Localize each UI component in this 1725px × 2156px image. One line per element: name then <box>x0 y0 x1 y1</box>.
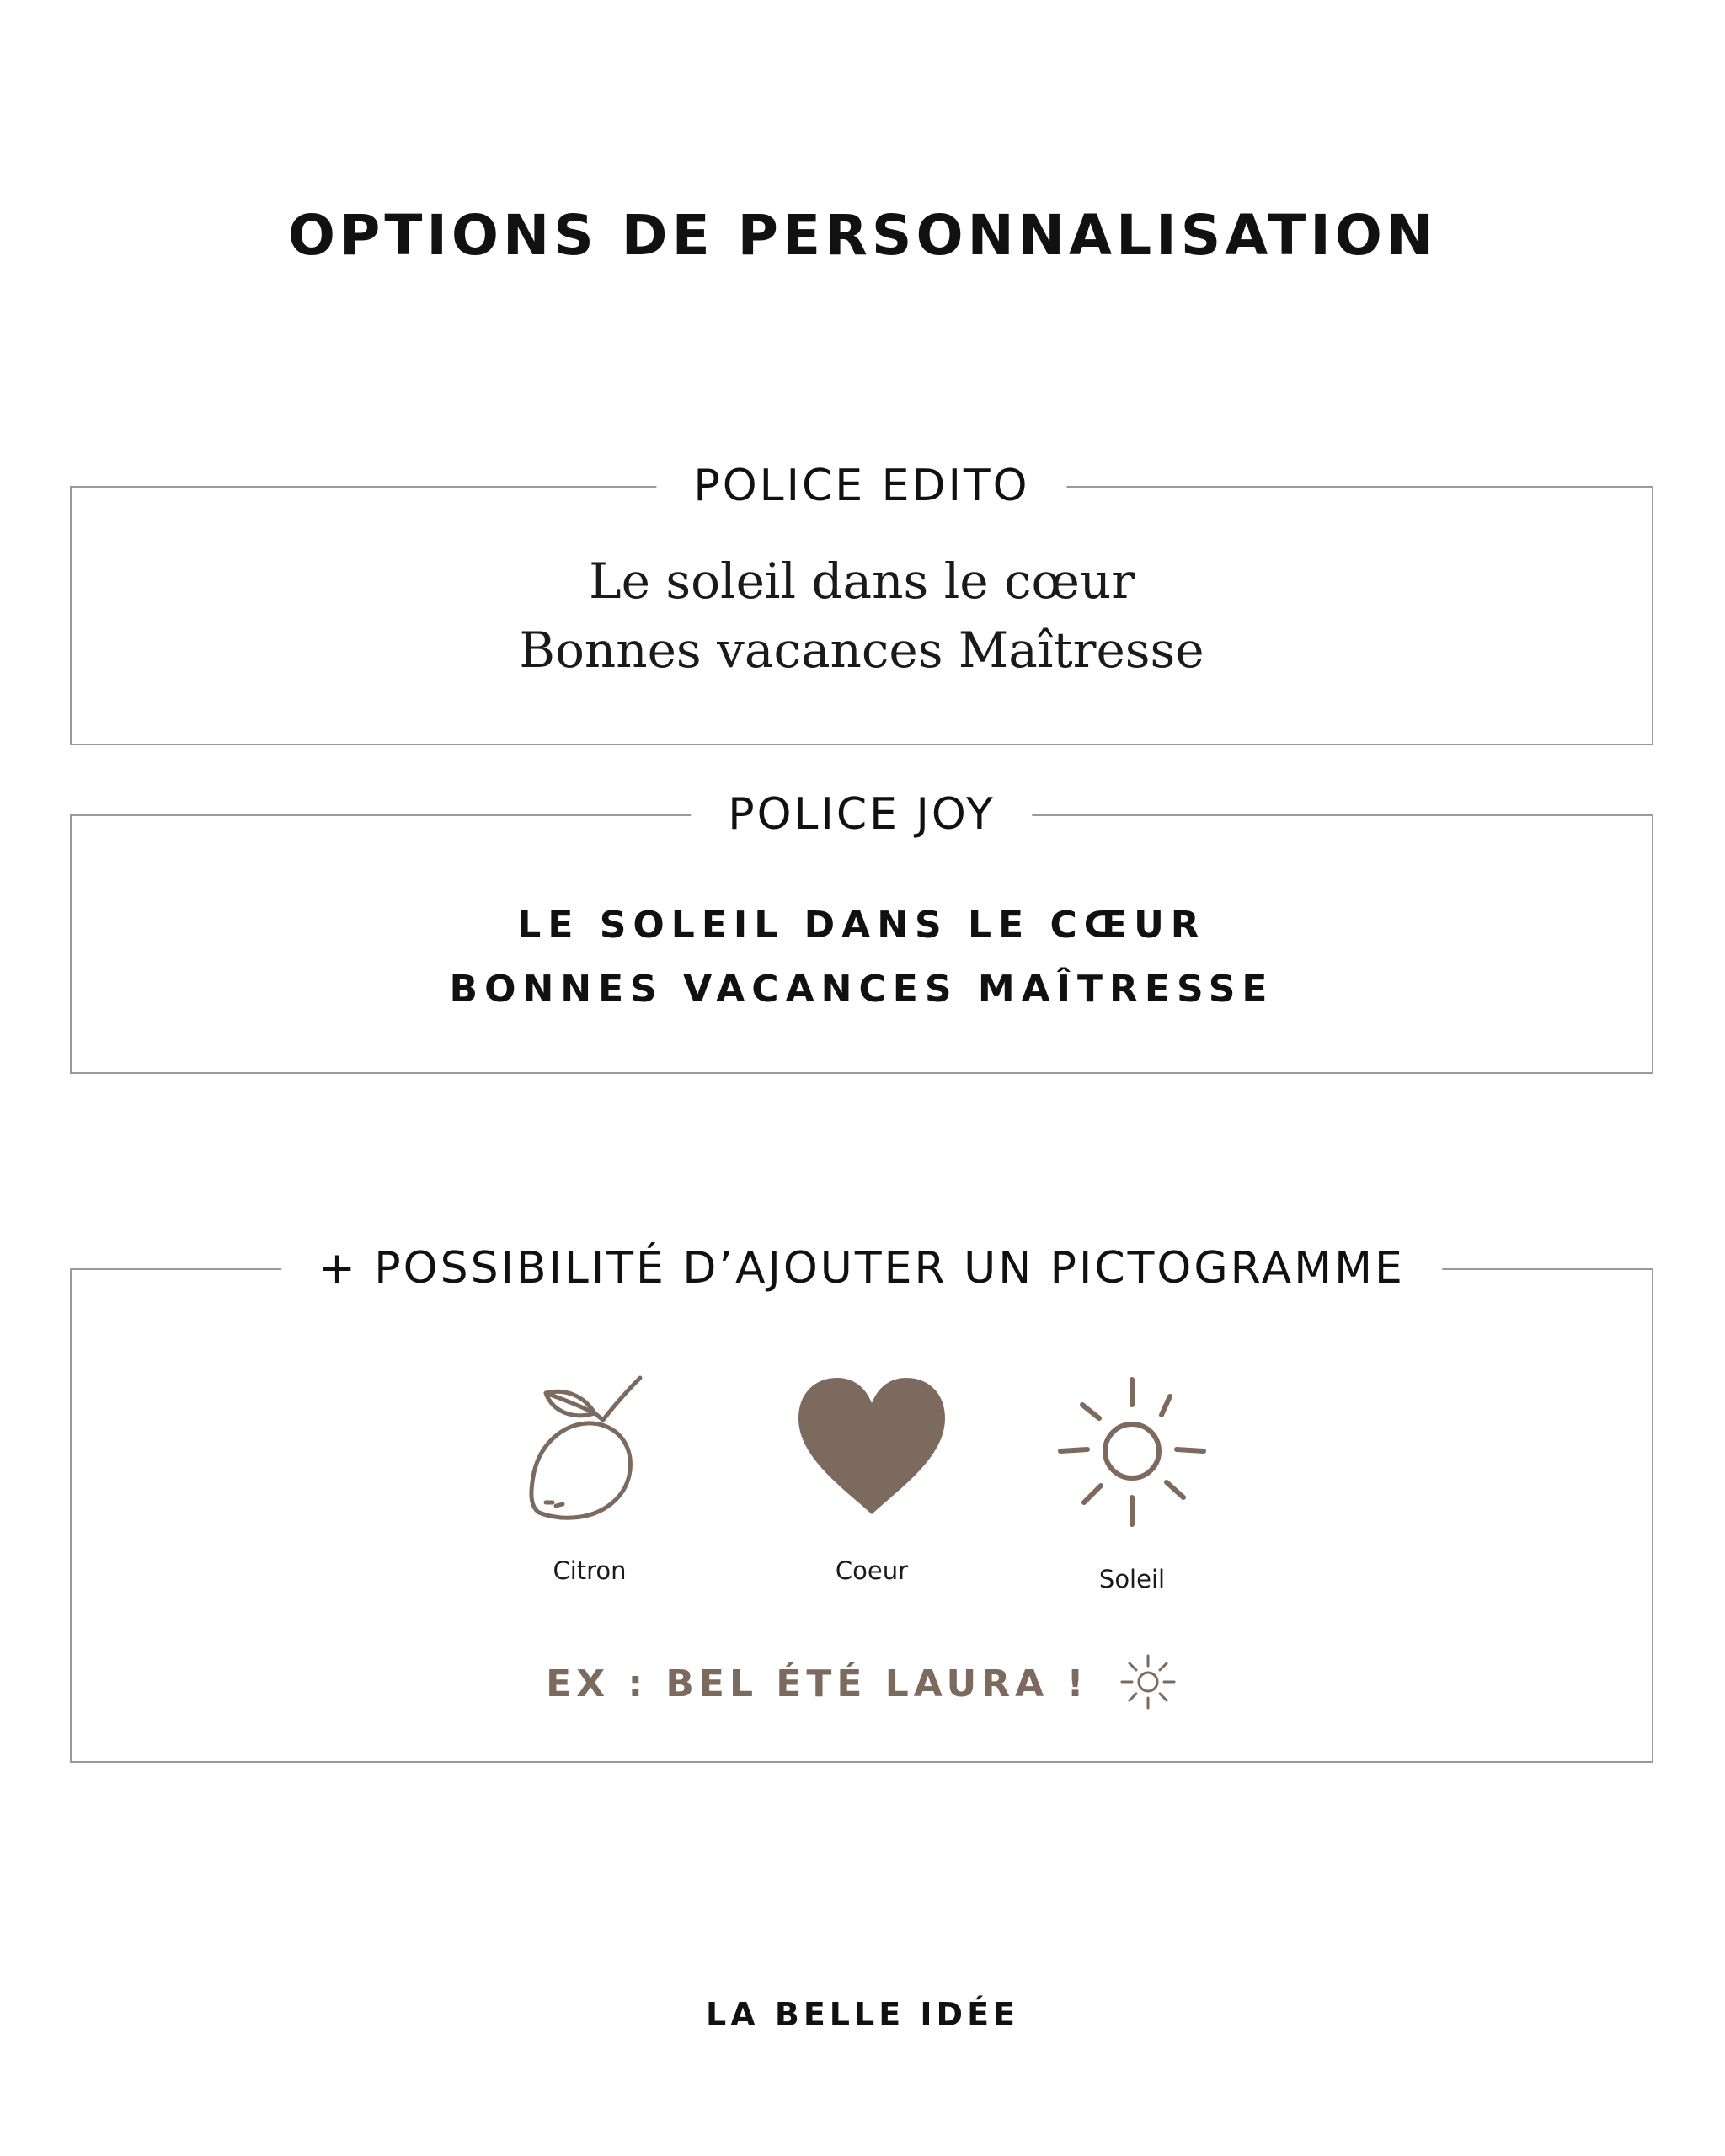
sun-icon <box>1119 1652 1178 1711</box>
pictogram-lemon-caption: Citron <box>553 1556 627 1585</box>
font-sample-joy <box>72 894 1652 1022</box>
font-sample-edito-line-1: Le soleil dans le cœur <box>589 552 1135 610</box>
pictogram-example <box>72 1657 1652 1711</box>
font-option-edito-label: POLICE EDITO <box>656 459 1066 513</box>
font-option-joy-label: POLICE JOY <box>691 787 1032 841</box>
heart-icon <box>792 1371 952 1523</box>
pictogram-sun-caption: Soleil <box>1098 1565 1166 1593</box>
pictogram-heart-caption: Coeur <box>835 1556 909 1585</box>
pictogram-lemon <box>489 1371 691 1585</box>
font-sample-edito-line-2: Bonnes vacances Maîtresse <box>519 622 1204 679</box>
brand-footer: LA BELLE IDÉE <box>706 1996 1019 2033</box>
font-option-joy <box>70 789 1653 1074</box>
font-sample-joy-line-1: LE SOLEIL DANS LE CŒUR <box>517 904 1206 947</box>
pictogram-heart <box>771 1371 973 1585</box>
font-sample-edito <box>72 547 1652 685</box>
font-option-edito <box>70 461 1653 745</box>
pictogram-example-text: EX : BEL ÉTÉ LAURA ! <box>546 1662 1089 1705</box>
lemon-icon <box>522 1371 657 1523</box>
pictogram-option-label: + POSSIBILITÉ D’AJOUTER UN PICTOGRAMME <box>281 1241 1442 1295</box>
page-title: OPTIONS DE PERSONNALISATION <box>287 203 1438 268</box>
sun-icon <box>1052 1371 1212 1531</box>
font-sample-joy-line-2: BONNES VACANCES MAÎTRESSE <box>449 968 1274 1011</box>
pictogram-sun <box>1031 1371 1233 1593</box>
pictogram-option <box>70 1243 1653 1763</box>
